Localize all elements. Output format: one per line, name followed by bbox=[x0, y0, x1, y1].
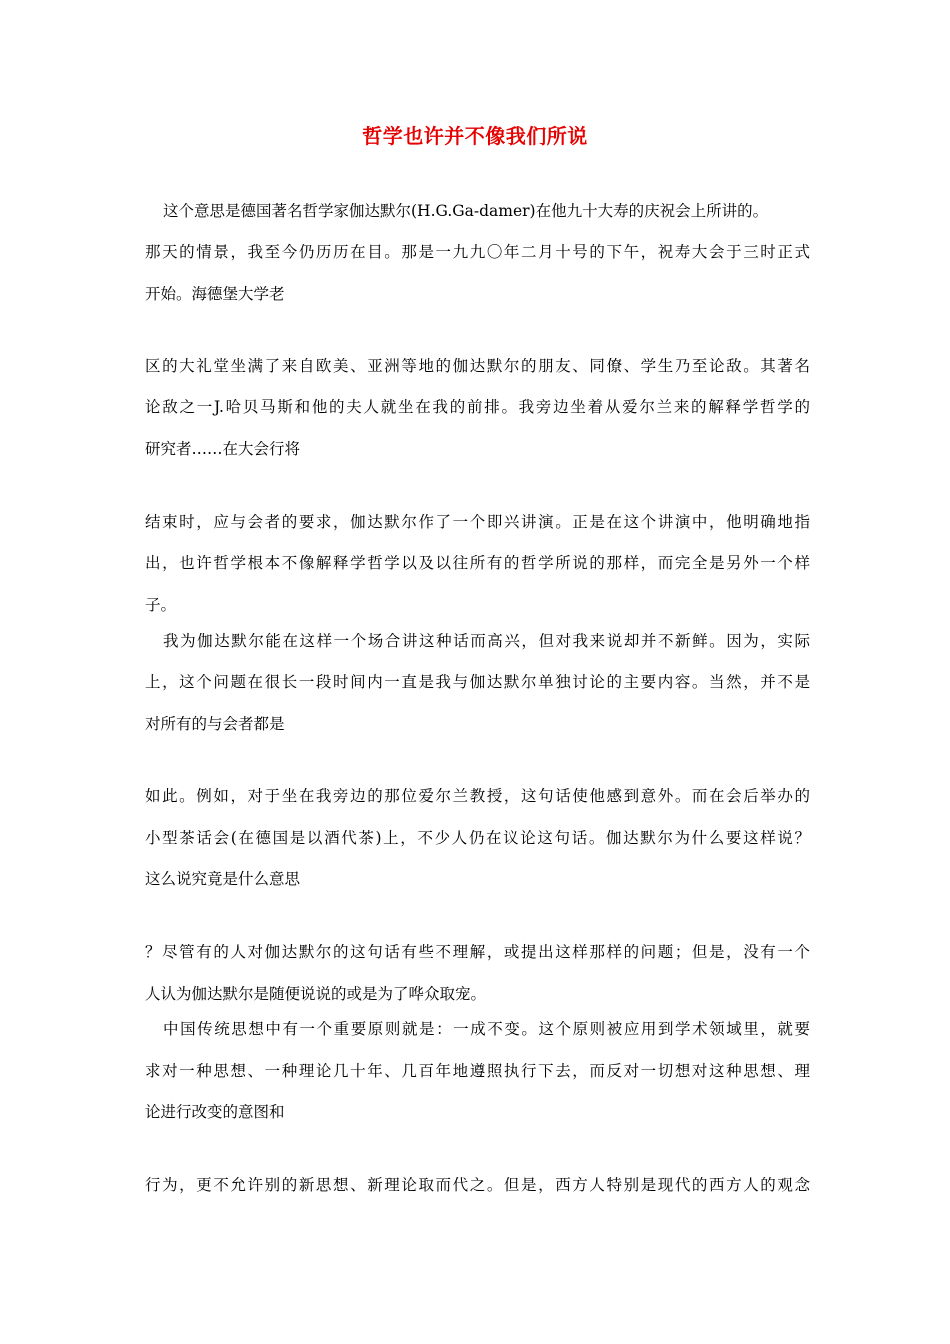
text-line: 出，也许哲学根本不像解释学哲学以及以往所有的哲学所说的那样，而完全是另外一个样 bbox=[145, 554, 810, 572]
text-line: 子。 bbox=[145, 596, 177, 614]
text-line: 如此。例如，对于坐在我旁边的那位爱尔兰教授，这句话使他感到意外。而在会后举办的 bbox=[145, 787, 810, 805]
text-line: 小型茶话会(在德国是以酒代茶)上，不少人仍在议论这句话。伽达默尔为什么要这样说？ bbox=[145, 829, 810, 847]
text-line: 行为，更不允许别的新思想、新理论取而代之。但是，西方人特别是现代的西方人的观念 bbox=[145, 1176, 810, 1194]
text-line: 这个意思是德国著名哲学家伽达默尔(H.G.Ga-damer)在他九十大寿的庆祝会上所讲的。 bbox=[163, 202, 769, 220]
text-line: 求对一种思想、一种理论几十年、几百年地遵照执行下去，而反对一切想对这种思想、理 bbox=[145, 1062, 810, 1080]
text-line: 论进行改变的意图和 bbox=[145, 1103, 285, 1121]
text-line: 那天的情景，我至今仍历历在目。那是一九九〇年二月十号的下午，祝寿大会于三时正式 bbox=[145, 243, 810, 261]
text-line: 中国传统思想中有一个重要原则就是：一成不变。这个原则被应用到学术领域里，就要 bbox=[163, 1020, 810, 1038]
text-line: ？尽管有的人对伽达默尔的这句话有些不理解，或提出这样那样的问题；但是，没有一个 bbox=[145, 943, 810, 961]
text-line: 论敌之一J.哈贝马斯和他的夫人就坐在我的前排。我旁边坐着从爱尔兰来的解释学哲学的 bbox=[145, 398, 810, 416]
text-line: 我为伽达默尔能在这样一个场合讲这种话而高兴，但对我来说却并不新鲜。因为，实际 bbox=[163, 632, 810, 650]
text-line: 上，这个问题在很长一段时间内一直是我与伽达默尔单独讨论的主要内容。当然，并不是 bbox=[145, 673, 810, 691]
text-line: 区的大礼堂坐满了来自欧美、亚洲等地的伽达默尔的朋友、同僚、学生乃至论敌。其著名 bbox=[145, 357, 810, 375]
document-title: 哲学也许并不像我们所说 bbox=[362, 124, 588, 148]
text-line: 这么说究竟是什么意思 bbox=[145, 870, 301, 888]
text-line: 结束时，应与会者的要求，伽达默尔作了一个即兴讲演。正是在这个讲演中，他明确地指 bbox=[145, 513, 810, 531]
text-line: 研究者……在大会行将 bbox=[145, 440, 301, 458]
text-line: 人认为伽达默尔是随便说说的或是为了哗众取宠。 bbox=[145, 985, 487, 1003]
text-line: 对所有的与会者都是 bbox=[145, 715, 285, 733]
text-line: 开始。海德堡大学老 bbox=[145, 285, 285, 303]
